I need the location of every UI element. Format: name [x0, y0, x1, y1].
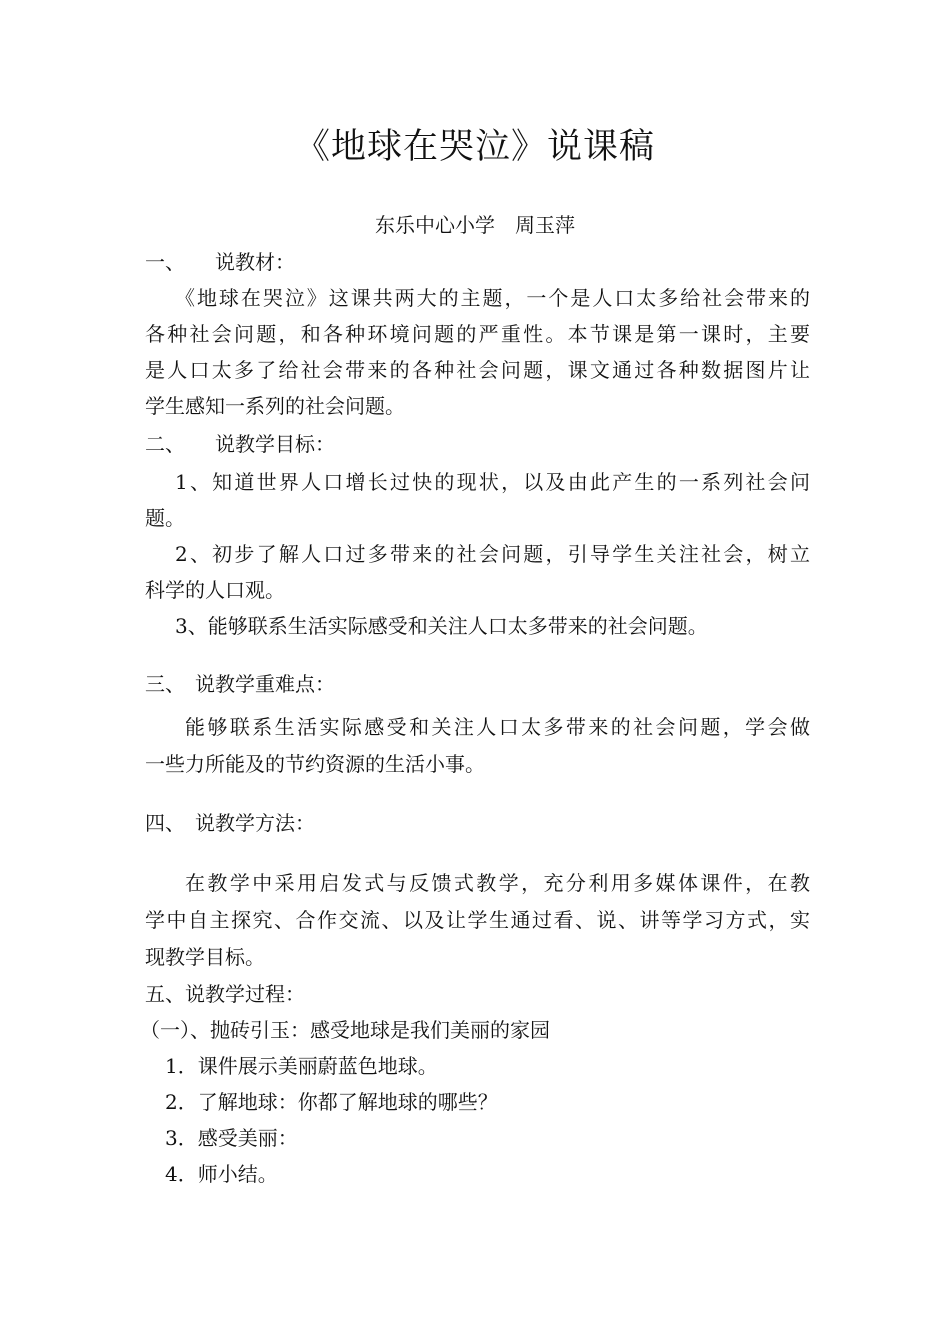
paragraph-line: 《地球在哭泣》这课共两大的主题，一个是人口太多给社会带来的: [175, 286, 810, 310]
goal-item-3-line: 3、能够联系生活实际感受和关注人口太多带来的社会问题。: [175, 614, 708, 638]
section-heading-teaching-material: 一、 说教材：: [145, 250, 295, 274]
process-item-3: 3．感受美丽：: [165, 1126, 298, 1150]
paragraph-line: 现教学目标。: [145, 945, 265, 969]
paragraph-line: 学中自主探究、合作交流、以及让学生通过看、说、讲等学习方式，实: [145, 908, 810, 932]
goal-item-2-line: 科学的人口观。: [145, 578, 285, 602]
author-line: 东乐中心小学 周玉萍: [375, 213, 575, 237]
document-title: 《地球在哭泣》说课稿: [294, 127, 655, 167]
paragraph-line: 是人口太多了给社会带来的各种社会问题，课文通过各种数据图片让: [145, 358, 810, 382]
subsection-heading: （一）、抛砖引玉：感受地球是我们美丽的家园: [140, 1018, 550, 1042]
paragraph-line: 一些力所能及的节约资源的生活小事。: [145, 752, 485, 776]
process-item-4: 4．师小结。: [165, 1162, 278, 1186]
process-item-2: 2．了解地球：你都了解地球的哪些？: [165, 1090, 498, 1114]
paragraph-line: 各种社会问题，和各种环境问题的严重性。本节课是第一课时，主要: [145, 322, 810, 346]
paragraph-line: 在教学中采用启发式与反馈式教学，充分利用多媒体课件，在教: [185, 871, 810, 895]
section-heading-teaching-goals: 二、 说教学目标：: [145, 432, 335, 456]
paragraph-line: 能够联系生活实际感受和关注人口太多带来的社会问题，学会做: [185, 715, 810, 739]
process-item-1: 1．课件展示美丽蔚蓝色地球。: [165, 1054, 438, 1078]
goal-item-1-line: 1、知道世界人口增长过快的现状，以及由此产生的一系列社会问: [175, 470, 810, 494]
section-heading-teaching-process: 五、说教学过程：: [145, 982, 305, 1006]
paragraph-line: 学生感知一系列的社会问题。: [145, 394, 405, 418]
section-heading-teaching-methods: 四、 说教学方法：: [145, 811, 315, 835]
goal-item-1-line: 题。: [145, 506, 185, 530]
section-heading-key-points: 三、 说教学重难点：: [145, 672, 335, 696]
goal-item-2-line: 2、初步了解人口过多带来的社会问题，引导学生关注社会，树立: [175, 542, 810, 566]
